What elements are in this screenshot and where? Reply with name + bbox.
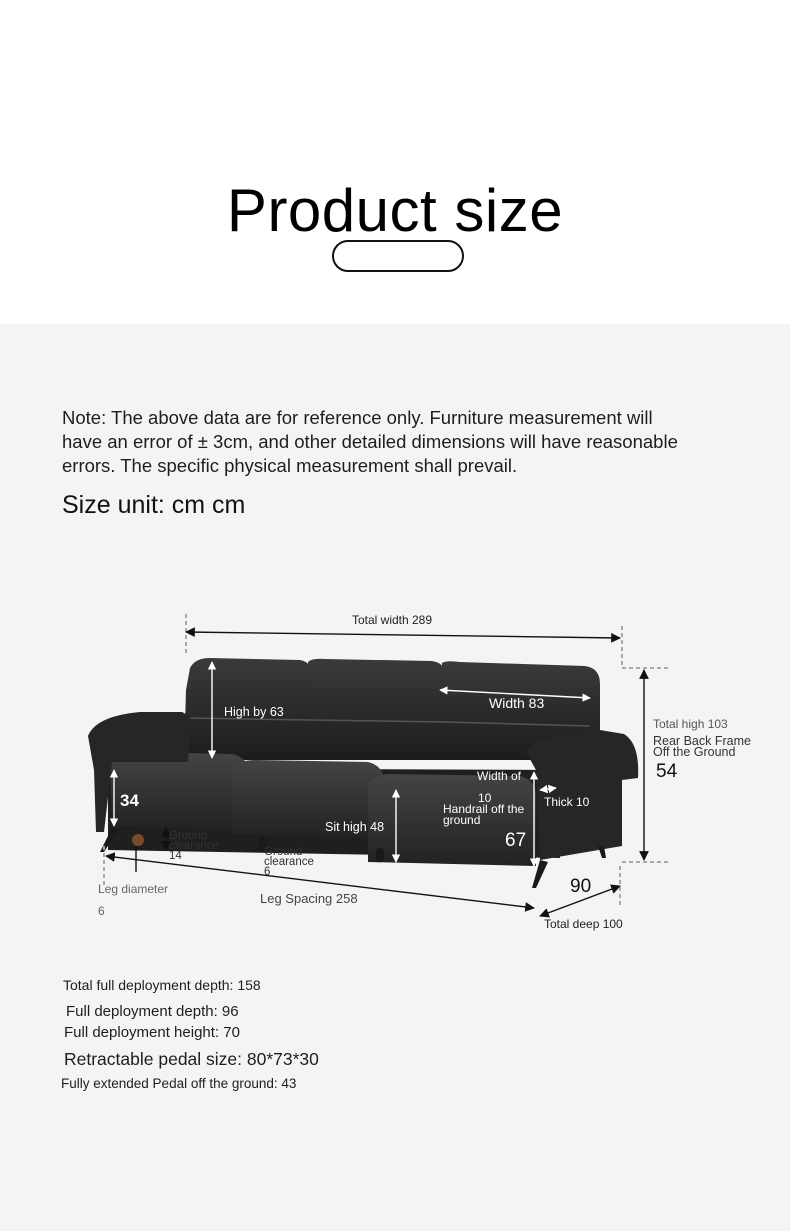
- high-by-label: High by 63: [224, 705, 284, 719]
- total-deep-label: Total deep 100: [544, 917, 623, 931]
- total-width-label: Total width 289: [351, 613, 433, 627]
- sofa-dimension-diagram: [0, 560, 790, 960]
- spec-pedal-ground: Fully extended Pedal off the ground: 43: [61, 1076, 297, 1091]
- total-high-label: Total high 103: [653, 717, 728, 731]
- handrail-value: 67: [505, 830, 527, 851]
- spec-pedal-size: Retractable pedal size: 80*73*30: [64, 1049, 319, 1069]
- leg-diameter-value: 6: [98, 904, 105, 918]
- sit-high-label: Sit high 48: [325, 820, 385, 834]
- handrail-label-1: Handrail off the: [443, 802, 525, 816]
- reference-note: Note: The above data are for reference only. Furniture measurement will have an error of ± 3cm, and other detailed dimensions will have reasonable errors. The specific physical measurement shall prevail.: [62, 407, 678, 476]
- ground-clearance-a-2: clearance: [169, 840, 219, 852]
- header-section: [0, 0, 790, 324]
- rear-back-label-2: Off the Ground: [653, 745, 736, 759]
- size-unit: Size unit: cm cm: [62, 491, 246, 519]
- handrail-label-2: ground: [443, 813, 481, 827]
- leg-spacing-label: Leg Spacing 258: [260, 891, 358, 906]
- spec-total-full-depth: Total full deployment depth: 158: [63, 977, 261, 993]
- width-of-label: Width of: [477, 769, 522, 783]
- width-83-label: Width 83: [489, 695, 545, 711]
- ground-clearance-b-2: clearance: [264, 856, 314, 868]
- depth-90-label: 90: [570, 876, 592, 897]
- thick-label: Thick 10: [544, 795, 590, 809]
- leg-diameter-label: Leg diameter: [98, 882, 169, 896]
- spec-full-depth: Full deployment depth: 96: [66, 1003, 239, 1020]
- rear-back-label-1: Rear Back Frame: [653, 734, 751, 748]
- page-title: Product size: [226, 177, 564, 244]
- ground-clearance-a-1: Ground: [169, 830, 208, 842]
- rear-back-value: 54: [656, 761, 678, 782]
- spec-full-height: Full deployment height: 70: [64, 1024, 240, 1041]
- decorative-pill: [332, 240, 464, 272]
- ground-clearance-b-1: Ground: [264, 846, 303, 858]
- ground-clearance-b-value: 6: [264, 866, 271, 878]
- arm-34-label: 34: [120, 791, 139, 810]
- ground-clearance-a-value: 14: [169, 850, 182, 862]
- width-of-value: 10: [478, 791, 492, 805]
